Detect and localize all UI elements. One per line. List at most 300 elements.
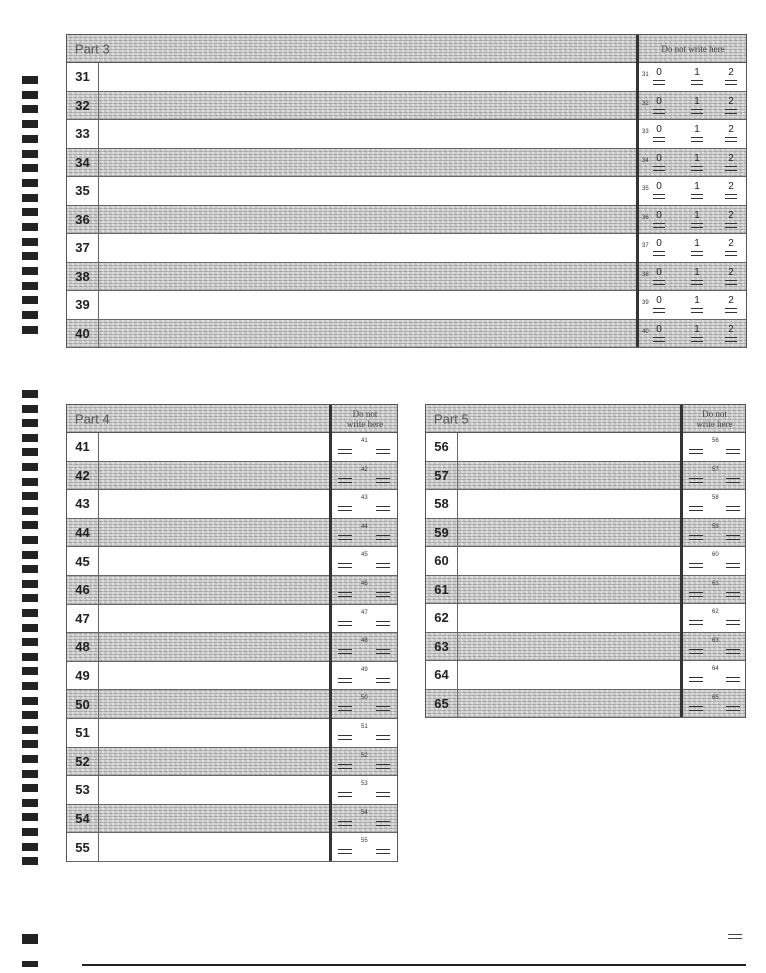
score-bubble-mark <box>338 825 352 826</box>
score-option-0[interactable]: 0 <box>656 67 662 78</box>
score-bubble-mark <box>691 341 703 342</box>
footer-mark <box>22 961 38 967</box>
score-box <box>639 263 746 291</box>
score-bubble-mark <box>725 113 737 114</box>
timing-mark <box>22 624 38 632</box>
part5-dnw-line2: write here <box>696 418 733 429</box>
question-number: 49 <box>67 662 99 690</box>
question-row <box>67 63 746 92</box>
score-item-number: 47 <box>361 609 368 616</box>
part4-dnw-line2: write here <box>346 418 384 429</box>
score-bubble-mark <box>653 194 665 195</box>
question-number: 57 <box>426 462 458 490</box>
answer-field[interactable] <box>99 63 636 91</box>
answer-field[interactable] <box>99 263 636 291</box>
part5-title: Part 5 <box>434 411 469 426</box>
timing-mark <box>22 580 38 588</box>
score-option-1[interactable]: 1 <box>694 295 700 306</box>
score-item-number: 48 <box>361 638 368 645</box>
score-bubble-mark <box>338 849 352 850</box>
score-option-1[interactable]: 1 <box>694 152 700 164</box>
score-item-number: 45 <box>361 552 368 559</box>
question-number: 55 <box>67 833 99 861</box>
score-box <box>683 604 745 632</box>
score-bubble-mark <box>338 853 352 854</box>
question-row <box>426 633 745 662</box>
score-box <box>683 462 745 490</box>
score-bubble-mark <box>376 768 390 769</box>
score-item-number: 56 <box>712 438 719 444</box>
score-option-1[interactable]: 1 <box>694 323 700 335</box>
score-bubble-mark <box>338 482 352 483</box>
score-bubble-mark <box>691 251 703 252</box>
score-item-number: 49 <box>361 666 368 673</box>
score-bubble-mark <box>338 539 352 540</box>
question-number: 45 <box>67 547 99 575</box>
question-row <box>67 291 746 320</box>
score-item-number: 35 <box>642 186 649 192</box>
part3-title: Part 3 <box>75 41 110 56</box>
score-bubble-mark <box>689 567 703 568</box>
score-bubble-mark <box>725 198 737 199</box>
score-bubble-mark <box>376 706 390 707</box>
score-bubble-mark <box>376 682 390 683</box>
answer-field[interactable] <box>99 547 329 575</box>
score-bubble-mark <box>689 506 703 507</box>
score-option-2[interactable]: 2 <box>728 209 734 221</box>
score-option-1[interactable]: 1 <box>694 67 700 78</box>
score-bubble-mark <box>653 308 665 309</box>
answer-field[interactable] <box>99 120 636 148</box>
score-bubble-mark <box>725 227 737 228</box>
score-bubble-mark <box>691 198 703 199</box>
score-bubble-mark <box>689 592 703 593</box>
timing-mark <box>22 638 38 646</box>
score-bubble-mark <box>338 506 352 507</box>
answer-field[interactable] <box>458 433 680 461</box>
timing-mark <box>22 135 38 143</box>
question-row <box>426 547 745 576</box>
score-box <box>332 605 397 633</box>
answer-field[interactable] <box>458 576 680 604</box>
timing-mark <box>22 267 38 275</box>
score-item-number: 38 <box>642 271 649 278</box>
timing-mark <box>22 296 38 304</box>
timing-mark <box>22 551 38 559</box>
score-bubble-mark <box>726 539 740 540</box>
question-row <box>67 263 746 292</box>
score-option-2[interactable]: 2 <box>728 266 734 278</box>
answer-field[interactable] <box>99 633 329 661</box>
score-bubble-mark <box>691 80 703 81</box>
question-number: 59 <box>426 519 458 547</box>
answer-field[interactable] <box>99 833 329 861</box>
score-option-0[interactable]: 0 <box>656 209 662 221</box>
answer-field[interactable] <box>99 462 329 490</box>
answer-field[interactable] <box>99 576 329 604</box>
score-bubble-mark <box>725 194 737 195</box>
score-bubble-mark <box>376 506 390 507</box>
score-bubble-mark <box>689 539 703 540</box>
timing-mark <box>22 252 38 260</box>
score-bubble-mark <box>376 792 390 793</box>
footer-dash-mark <box>728 934 742 935</box>
score-item-number: 63 <box>712 637 719 644</box>
score-item-number: 39 <box>642 300 649 306</box>
score-option-0[interactable]: 0 <box>656 238 662 249</box>
score-bubble-mark <box>376 592 390 593</box>
score-option-2[interactable]: 2 <box>728 152 734 164</box>
score-box <box>639 320 746 348</box>
score-bubble-mark <box>653 312 665 313</box>
answer-field[interactable] <box>99 177 636 205</box>
question-number: 63 <box>426 633 458 661</box>
score-bubble-mark <box>691 170 703 171</box>
question-row <box>67 490 397 519</box>
timing-mark <box>22 594 38 602</box>
answer-field[interactable] <box>99 433 329 461</box>
score-bubble-mark <box>376 621 390 622</box>
score-item-number: 41 <box>361 438 368 444</box>
answer-field[interactable] <box>99 234 636 262</box>
score-bubble-mark <box>725 166 737 167</box>
score-bubble-mark <box>338 706 352 707</box>
score-bubble-mark <box>338 796 352 797</box>
score-bubble-mark <box>725 80 737 81</box>
answer-field[interactable] <box>99 92 636 120</box>
question-row <box>426 576 745 605</box>
score-option-0[interactable]: 0 <box>656 295 662 306</box>
question-number: 38 <box>67 263 99 291</box>
score-bubble-mark <box>653 109 665 110</box>
question-number: 41 <box>67 433 99 461</box>
answer-field[interactable] <box>458 462 680 490</box>
score-option-0[interactable]: 0 <box>656 181 662 192</box>
question-row <box>67 234 746 263</box>
score-box <box>332 576 397 604</box>
score-bubble-mark <box>726 710 740 711</box>
score-bubble-mark <box>726 620 740 621</box>
part5-score-divider <box>680 405 683 717</box>
score-bubble-mark <box>689 596 703 597</box>
score-item-number: 62 <box>712 609 719 615</box>
score-bubble-mark <box>338 478 352 479</box>
score-item-number: 40 <box>642 328 649 335</box>
timing-mark <box>22 828 38 836</box>
answer-field[interactable] <box>99 690 329 718</box>
timing-mark <box>22 799 38 807</box>
score-option-1[interactable]: 1 <box>694 238 700 249</box>
score-box <box>683 490 745 518</box>
score-option-0[interactable]: 0 <box>656 152 662 164</box>
score-bubble-mark <box>338 710 352 711</box>
timing-mark <box>22 843 38 851</box>
score-bubble-mark <box>725 141 737 142</box>
score-option-2[interactable]: 2 <box>728 295 734 306</box>
score-option-0[interactable]: 0 <box>656 124 662 135</box>
part4-title: Part 4 <box>75 411 110 426</box>
part4-do-not-write <box>333 405 397 432</box>
question-number: 36 <box>67 206 99 234</box>
question-number: 43 <box>67 490 99 518</box>
timing-mark <box>22 478 38 486</box>
score-bubble-mark <box>725 337 737 338</box>
timing-mark <box>22 326 38 334</box>
score-bubble-mark <box>653 166 665 167</box>
score-bubble-mark <box>691 141 703 142</box>
score-option-2[interactable]: 2 <box>728 95 734 107</box>
question-row <box>67 748 397 777</box>
timing-mark <box>22 150 38 158</box>
timing-mark <box>22 726 38 734</box>
question-row <box>67 719 397 748</box>
score-bubble-mark <box>653 284 665 285</box>
score-bubble-mark <box>691 109 703 110</box>
timing-mark <box>22 682 38 690</box>
answer-field[interactable] <box>99 605 329 633</box>
answer-field[interactable] <box>458 604 680 632</box>
score-bubble-mark <box>376 735 390 736</box>
answer-field[interactable] <box>99 748 329 776</box>
score-bubble-mark <box>725 341 737 342</box>
timing-mark <box>22 311 38 319</box>
timing-mark <box>22 405 38 413</box>
answer-field[interactable] <box>99 662 329 690</box>
question-row <box>67 690 397 719</box>
question-number: 42 <box>67 462 99 490</box>
score-box <box>639 149 746 177</box>
question-row <box>67 662 397 691</box>
score-bubble-mark <box>653 223 665 224</box>
timing-mark <box>22 164 38 172</box>
score-bubble-mark <box>376 567 390 568</box>
score-box <box>683 633 745 661</box>
answer-field[interactable] <box>99 149 636 177</box>
score-bubble-mark <box>691 337 703 338</box>
score-bubble-mark <box>726 563 740 564</box>
score-bubble-mark <box>653 280 665 281</box>
score-bubble-mark <box>726 681 740 682</box>
score-bubble-mark <box>725 312 737 313</box>
timing-mark <box>22 238 38 246</box>
score-option-1[interactable]: 1 <box>694 266 700 278</box>
timing-mark <box>22 208 38 216</box>
score-box <box>332 547 397 575</box>
score-item-number: 34 <box>642 157 649 164</box>
score-bubble-mark <box>376 821 390 822</box>
timing-mark <box>22 784 38 792</box>
score-box <box>332 719 397 747</box>
score-bubble-mark <box>726 706 740 707</box>
score-bubble-mark <box>725 251 737 252</box>
question-number: 40 <box>67 320 99 348</box>
score-option-1[interactable]: 1 <box>694 209 700 221</box>
score-bubble-mark <box>691 255 703 256</box>
score-item-number: 32 <box>642 100 649 107</box>
score-bubble-mark <box>689 677 703 678</box>
question-row <box>67 805 397 834</box>
score-option-2[interactable]: 2 <box>728 238 734 249</box>
score-bubble-mark <box>653 141 665 142</box>
question-number: 31 <box>67 63 99 91</box>
question-row <box>426 519 745 548</box>
score-bubble-mark <box>725 170 737 171</box>
timing-mark <box>22 507 38 515</box>
question-row <box>67 92 746 121</box>
score-bubble-mark <box>376 649 390 650</box>
answer-field[interactable] <box>458 519 680 547</box>
score-bubble-mark <box>689 510 703 511</box>
score-bubble-mark <box>376 510 390 511</box>
score-option-1[interactable]: 1 <box>694 95 700 107</box>
answer-field[interactable] <box>458 547 680 575</box>
score-bubble-mark <box>376 478 390 479</box>
question-row <box>67 633 397 662</box>
question-row <box>67 149 746 178</box>
score-option-0[interactable]: 0 <box>656 95 662 107</box>
score-bubble-mark <box>376 796 390 797</box>
score-bubble-mark <box>689 624 703 625</box>
answer-field[interactable] <box>99 206 636 234</box>
score-bubble-mark <box>338 592 352 593</box>
timing-mark <box>22 711 38 719</box>
answer-field[interactable] <box>99 490 329 518</box>
score-bubble-mark <box>653 137 665 138</box>
score-bubble-mark <box>691 137 703 138</box>
answer-field[interactable] <box>99 776 329 804</box>
score-box <box>683 433 745 461</box>
part3-do-not-write: Do not write here <box>661 43 725 54</box>
question-number: 37 <box>67 234 99 262</box>
score-bubble-mark <box>338 510 352 511</box>
question-number: 52 <box>67 748 99 776</box>
question-row <box>426 690 745 719</box>
score-bubble-mark <box>725 255 737 256</box>
timing-mark <box>22 448 38 456</box>
question-number: 44 <box>67 519 99 547</box>
question-row <box>67 605 397 634</box>
question-row <box>67 833 397 862</box>
score-bubble-mark <box>726 506 740 507</box>
score-bubble-mark <box>689 653 703 654</box>
timing-mark <box>22 434 38 442</box>
score-bubble-mark <box>726 624 740 625</box>
part5-header <box>426 405 745 433</box>
score-option-1[interactable]: 1 <box>694 124 700 135</box>
timing-mark <box>22 282 38 290</box>
score-box <box>332 833 397 861</box>
timing-mark <box>22 91 38 99</box>
question-row <box>67 576 397 605</box>
score-item-number: 57 <box>712 466 719 473</box>
question-number: 51 <box>67 719 99 747</box>
question-number: 65 <box>426 690 458 718</box>
timing-mark <box>22 755 38 763</box>
part4-header <box>67 405 397 433</box>
answer-field[interactable] <box>458 633 680 661</box>
score-box <box>332 690 397 718</box>
part5-dnw-line1: Do not <box>702 408 727 419</box>
timing-mark <box>22 492 38 500</box>
question-number: 32 <box>67 92 99 120</box>
score-bubble-mark <box>726 478 740 479</box>
score-option-2[interactable]: 2 <box>728 323 734 335</box>
score-box <box>332 433 397 461</box>
score-bubble-mark <box>691 280 703 281</box>
score-option-2[interactable]: 2 <box>728 67 734 78</box>
score-bubble-mark <box>726 449 740 450</box>
score-option-2[interactable]: 2 <box>728 124 734 135</box>
score-box <box>332 805 397 833</box>
question-row <box>426 462 745 491</box>
answer-field[interactable] <box>458 661 680 689</box>
score-bubble-mark <box>725 223 737 224</box>
score-box <box>332 490 397 518</box>
score-box <box>332 519 397 547</box>
score-bubble-mark <box>689 620 703 621</box>
score-box <box>683 690 745 718</box>
answer-field[interactable] <box>458 690 680 718</box>
score-bubble-mark <box>338 735 352 736</box>
score-bubble-mark <box>376 482 390 483</box>
answer-field[interactable] <box>99 320 636 348</box>
score-option-1[interactable]: 1 <box>694 181 700 192</box>
score-bubble-mark <box>689 535 703 536</box>
score-bubble-mark <box>338 678 352 679</box>
score-bubble-mark <box>338 596 352 597</box>
score-bubble-mark <box>726 677 740 678</box>
score-bubble-mark <box>653 84 665 85</box>
score-bubble-mark <box>689 649 703 650</box>
score-box <box>639 291 746 319</box>
answer-field[interactable] <box>99 291 636 319</box>
score-item-number: 51 <box>361 724 368 730</box>
score-bubble-mark <box>338 653 352 654</box>
timing-mark <box>22 463 38 471</box>
score-item-number: 33 <box>642 129 649 135</box>
score-option-0[interactable]: 0 <box>656 266 662 278</box>
question-row <box>67 206 746 235</box>
score-item-number: 37 <box>642 243 649 249</box>
score-item-number: 64 <box>712 666 719 672</box>
answer-field[interactable] <box>99 805 329 833</box>
score-option-0[interactable]: 0 <box>656 323 662 335</box>
score-bubble-mark <box>689 706 703 707</box>
score-bubble-mark <box>376 563 390 564</box>
question-row <box>67 177 746 206</box>
score-bubble-mark <box>338 821 352 822</box>
question-number: 39 <box>67 291 99 319</box>
answer-field[interactable] <box>458 490 680 518</box>
score-item-number: 50 <box>361 695 368 702</box>
question-number: 64 <box>426 661 458 689</box>
score-bubble-mark <box>725 109 737 110</box>
score-bubble-mark <box>338 682 352 683</box>
score-option-2[interactable]: 2 <box>728 181 734 192</box>
score-item-number: 44 <box>361 523 368 530</box>
score-bubble-mark <box>726 535 740 536</box>
score-bubble-mark <box>691 284 703 285</box>
score-item-number: 46 <box>361 581 368 587</box>
question-row <box>67 547 397 576</box>
answer-field[interactable] <box>99 719 329 747</box>
score-item-number: 54 <box>361 809 368 816</box>
answer-field[interactable] <box>99 519 329 547</box>
score-bubble-mark <box>691 308 703 309</box>
score-bubble-mark <box>691 113 703 114</box>
score-bubble-mark <box>338 567 352 568</box>
score-box <box>683 661 745 689</box>
